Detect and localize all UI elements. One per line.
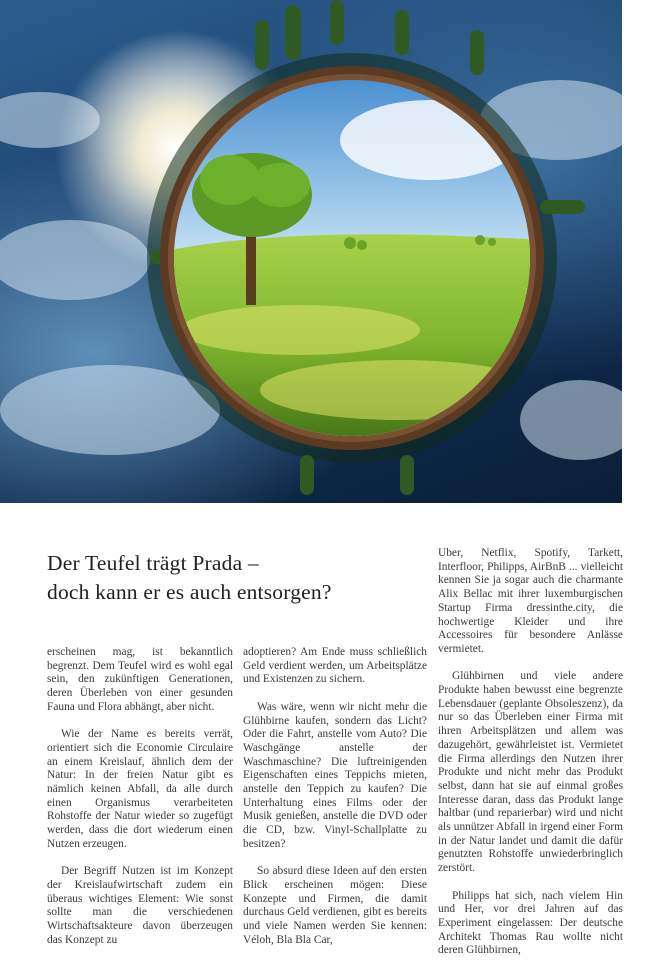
paragraph: erscheinen mag, ist bekanntlich begrenzt. Dem Teufel wird es wohl egal sein, den zukünftigen Generationen, deren Überleben von einer gesunden Fauna und Flora abhängt, aber nicht. bbox=[47, 646, 233, 713]
earth-globe-illustration bbox=[0, 0, 622, 503]
paragraph: Uber, Netflix, Spotify, Tarkett, Interfloor, Philipps, AirBnB ... vielleicht kennen Sie ja sogar auch die charmante Alix Bellac mit ihrer luxemburgischen Startup Firma dressinthe.city, die hochwertige Kleider und ihre Accessoires für besondere Anlässe vermietet. bbox=[438, 547, 623, 655]
text-column-3 bbox=[438, 547, 623, 972]
text-column-2 bbox=[243, 646, 427, 961]
paragraph: Was wäre, wenn wir nicht mehr die Glühbirne kaufen, sondern das Licht? Oder die Fahrt, anstelle vom Auto? Die Waschgänge anstelle der Waschmaschine? Die luftreinigenden Eigenschaften eines Teppichs mieten, anstelle den Teppich zu kaufen? Die Unterhaltung eines Films oder der Musik genießen, anstelle die DVD oder die CD, bzw. Vinyl-Schallplatte zu besitzen? bbox=[243, 700, 427, 850]
paragraph: So absurd diese Ideen auf den ersten Blick erscheinen mögen: Diese Konzepte und Firmen, die damit durchaus Geld verdienen, gibt es bereits und viele Namen werden Sie kennen: Véloh, Bla Bla Car, bbox=[243, 865, 427, 946]
article-title-line-2: doch kann er es auch entsorgen? bbox=[47, 580, 332, 604]
paragraph: Philipps hat sich, nach vielem Hin und Her, vor drei Jahren auf das Experiment eingelassen: Der deutsche Architekt Thomas Rau wollte nicht deren Glühbirnen, bbox=[438, 889, 623, 957]
paragraph: Wie der Name es bereits verrät, orientiert sich die Economie Circulaire an einem Kreislauf, ähnlich dem der Natur: In der freien Natur gibt es nämlich keinen Abfall, da alle durch einen Organismus verarbeiteten Rohstoffe der Natur wieder so zugefügt werden, dass die dort wiederum einen Nutzen erzeugen. bbox=[47, 728, 233, 850]
hero-image bbox=[0, 0, 622, 503]
text-column-1 bbox=[47, 646, 233, 961]
paragraph: adoptieren? Am Ende muss schließlich Geld verdient werden, um Arbeitsplätze und Existenzen zu sichern. bbox=[243, 646, 427, 686]
paragraph: Der Begriff Nutzen ist im Konzept der Kreislaufwirtschaft zudem ein überaus wichtiges Element: Wie sonst sollte man die verschiedenen Wirtschaftsakteure davon überzeugen das Konzept zu bbox=[47, 865, 233, 946]
paragraph: Glühbirnen und viele andere Produkte haben bewusst eine begrenzte Lebensdauer (geplante Obsoleszenz), da nur so das Überleben einer Firma mit ihren Arbeitsplätzen und allem was dazugehört, gewährleistet ist. Vermietet die Firma allerdings den Nutzen ihrer Produkte und nicht mehr das Produkt selbst, dann hat sie auf einmal großes Interesse daran, dass das Produkt lange haltbar (und reparierbar) wird und nicht als unnützer Abfall in irgend einer Form in der Natur landet und damit die dafür genutzten Rohstoffe unwiederbringlich zerstört. bbox=[438, 670, 623, 875]
article-title-line-1: Der Teufel trägt Prada – bbox=[47, 551, 259, 575]
article-title bbox=[47, 549, 427, 607]
